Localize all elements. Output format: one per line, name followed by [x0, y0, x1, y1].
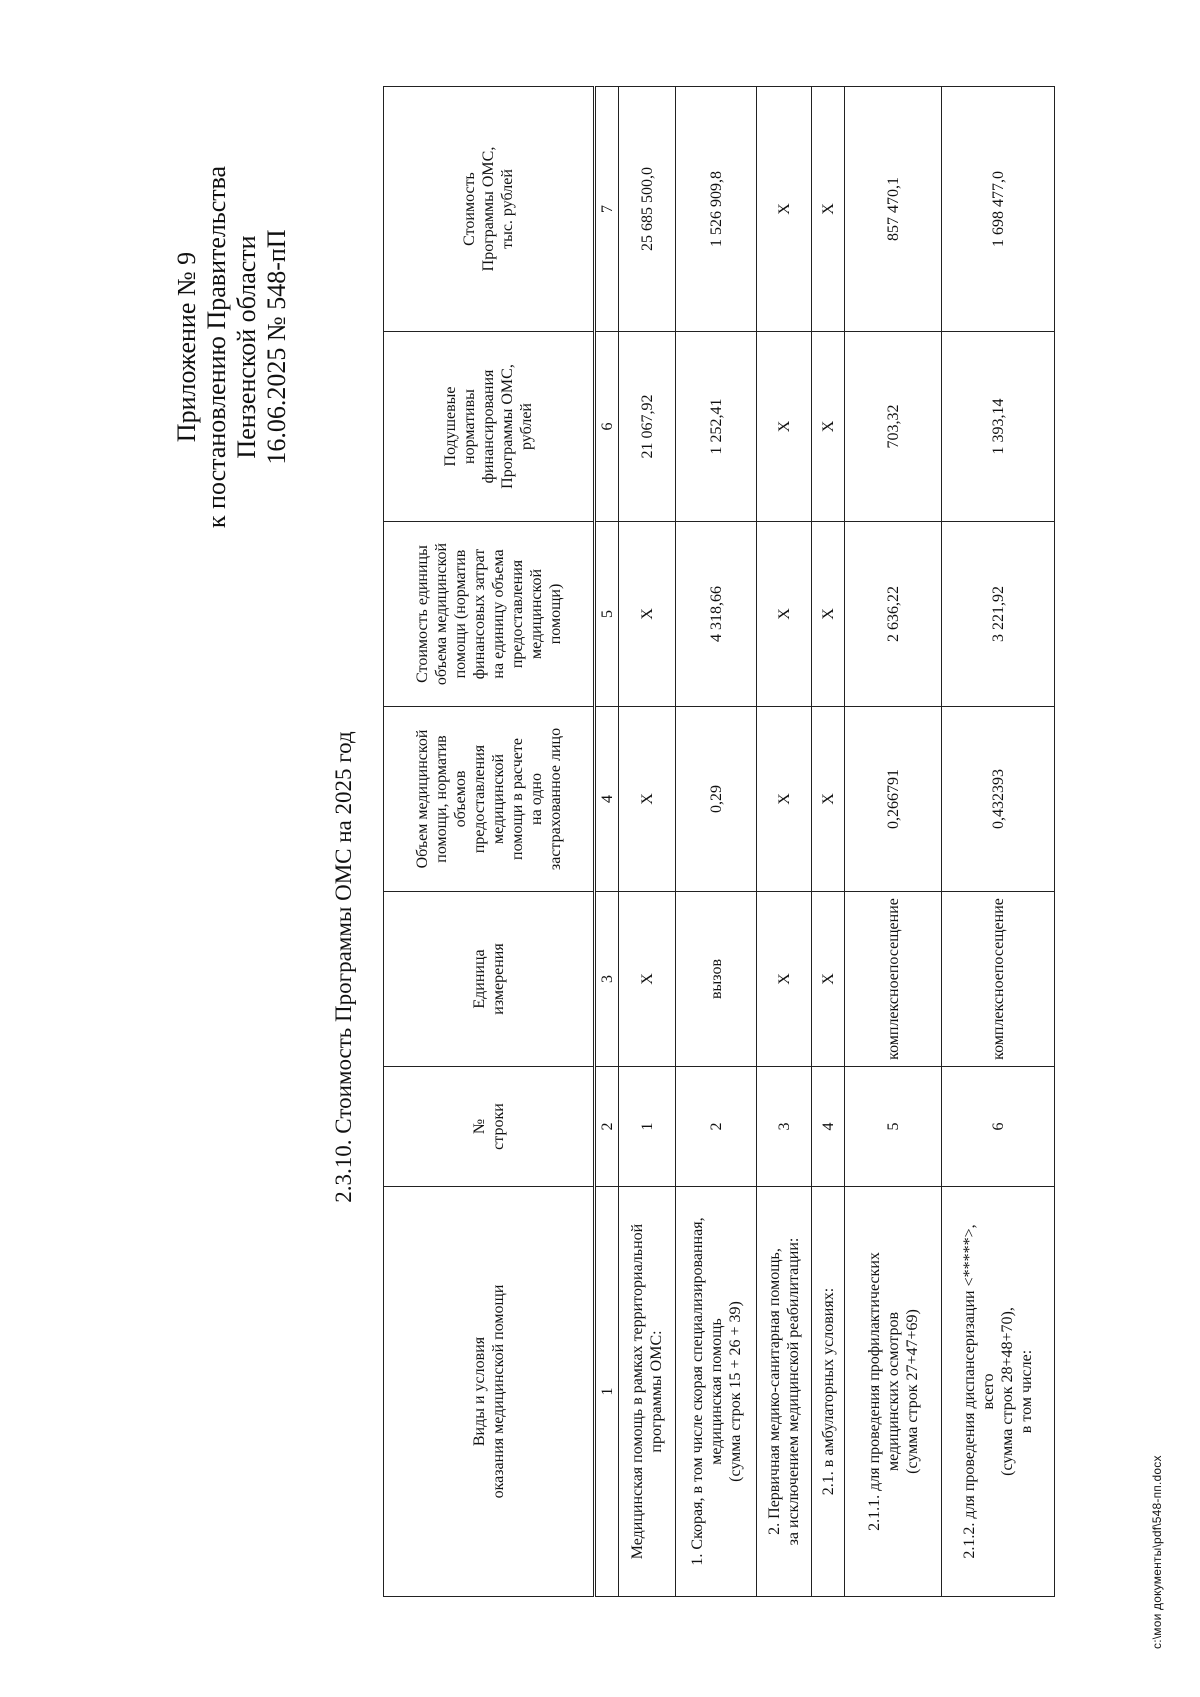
- text-line: Подушевые: [442, 386, 459, 467]
- text-line: медицинских осмотров: [884, 1312, 902, 1471]
- cell-unit: [619, 892, 676, 1067]
- text-line: Программы ОМС,: [480, 146, 497, 272]
- cell-total-cost: 1 526 909,8: [676, 87, 757, 332]
- appendix-date-number: 16.06.2025 № 548-пП: [262, 229, 291, 465]
- cell-unit-cost: 4 318,66: [676, 522, 757, 707]
- column-number: 1: [595, 1187, 619, 1597]
- cell-per-capita: 21 067,92: [619, 332, 676, 522]
- column-number: 6: [595, 332, 619, 522]
- cell-volume: 0,266791: [845, 707, 942, 892]
- text-line: строки: [489, 1103, 507, 1150]
- cell-unit-cost: 2 636,22: [845, 522, 942, 707]
- cell-unit-cost: Х: [619, 522, 676, 707]
- text-line: в том числе:: [1018, 1349, 1035, 1434]
- appendix-decree: к постановлению Правительства: [202, 165, 231, 529]
- cell-line-number: 1: [619, 1067, 676, 1187]
- table-row: [676, 87, 757, 1597]
- text-line: (сумма строк 15 + 26 + 39): [726, 1301, 744, 1482]
- text-line: посещение: [989, 898, 1007, 974]
- text-line: Х: [819, 973, 837, 985]
- header-unit-cost: [384, 522, 595, 707]
- text-line: медицинская помощь: [707, 1318, 725, 1465]
- header-kind: [384, 1187, 595, 1597]
- cell-per-capita: 1 393,14: [942, 332, 1055, 522]
- text-line: помощи): [546, 583, 564, 645]
- cell-unit: [676, 892, 757, 1067]
- cell-line-number: 6: [942, 1067, 1055, 1187]
- cell-line-number: 5: [845, 1067, 942, 1187]
- text-line: Программы ОМС,: [499, 364, 516, 489]
- cell-line-number: 2: [676, 1067, 757, 1187]
- table-header-row: [384, 87, 595, 1597]
- text-line: 2.1. в амбулаторных условиях:: [819, 1287, 837, 1496]
- cell-unit: [757, 892, 812, 1067]
- text-line: Стоимость единицы: [413, 545, 431, 683]
- text-line: (сумма строк 28+48+70),: [999, 1307, 1016, 1476]
- text-line: Х: [638, 973, 656, 985]
- appendix-region: Пензенской области: [232, 235, 261, 459]
- text-line: помощи в расчете: [508, 738, 526, 860]
- text-line: за исключением медицинской реабилитации:: [785, 1237, 802, 1546]
- text-line: финансовых затрат: [470, 548, 488, 680]
- cell-per-capita: 1 252,41: [676, 332, 757, 522]
- text-line: на одно: [527, 773, 545, 825]
- text-line: №: [470, 1118, 488, 1135]
- table-row: [942, 87, 1055, 1597]
- text-line: 2.1.2. для проведения диспансеризации <*****>,: [961, 1224, 978, 1559]
- text-line: помощи (норматив: [451, 549, 469, 679]
- text-line: программы ОМС:: [648, 1330, 665, 1453]
- table-title: 2.3.10. Стоимость Программы ОМС на 2025 год: [331, 731, 356, 1203]
- table-body: [595, 87, 1055, 1597]
- text-line: застрахованное лицо: [546, 727, 564, 871]
- text-line: на единицу объема: [489, 549, 507, 679]
- appendix-header: [172, 0, 292, 697]
- text-line: медицинской: [489, 753, 507, 845]
- cost-table: [383, 86, 1055, 1597]
- cell-total-cost: Х: [757, 87, 812, 332]
- cell-kind: [812, 1187, 845, 1597]
- text-line: Объем медицинской: [413, 729, 431, 869]
- cell-total-cost: 857 470,1: [845, 87, 942, 332]
- header-per-capita: [384, 332, 595, 522]
- text-line: нормативы: [461, 389, 478, 464]
- cell-volume: 0,432393: [942, 707, 1055, 892]
- text-line: финансирования: [480, 369, 497, 484]
- cell-volume: 0,29: [676, 707, 757, 892]
- text-line: Единица: [470, 949, 488, 1009]
- cell-total-cost: Х: [812, 87, 845, 332]
- header-volume: [384, 707, 595, 892]
- table-row: [845, 87, 942, 1597]
- column-number: 2: [595, 1067, 619, 1187]
- text-line: объема медицинской: [432, 542, 450, 686]
- text-line: Виды и условия: [470, 1336, 488, 1447]
- cell-volume: Х: [757, 707, 812, 892]
- file-path-footer: c:\мои документы\pdf\548-пп.docx: [1150, 1455, 1164, 1649]
- cell-unit: [942, 892, 1055, 1067]
- column-number: 7: [595, 87, 619, 332]
- cell-line-number: 4: [812, 1067, 845, 1187]
- cell-kind: [757, 1187, 812, 1597]
- text-line: объемов: [451, 770, 469, 828]
- text-line: оказания медицинской помощи: [489, 1284, 507, 1499]
- text-line: посещение: [884, 898, 902, 974]
- cell-unit: [812, 892, 845, 1067]
- column-number-row: [595, 87, 619, 1597]
- cell-unit-cost: Х: [812, 522, 845, 707]
- cell-line-number: 3: [757, 1067, 812, 1187]
- table-row: [757, 87, 812, 1597]
- header-total-cost: [384, 87, 595, 332]
- cell-unit: [845, 892, 942, 1067]
- text-line: предоставления: [470, 744, 488, 854]
- table-row: [812, 87, 845, 1597]
- cell-kind: [619, 1187, 676, 1597]
- cell-unit-cost: 3 221,92: [942, 522, 1055, 707]
- cell-kind: [676, 1187, 757, 1597]
- cell-unit-cost: Х: [757, 522, 812, 707]
- cell-kind: [942, 1187, 1055, 1597]
- cell-volume: Х: [812, 707, 845, 892]
- text-line: Стоимость: [461, 172, 478, 246]
- text-line: рублей: [518, 403, 535, 450]
- column-number: 5: [595, 522, 619, 707]
- cell-per-capita: Х: [757, 332, 812, 522]
- text-line: Медицинская помощь в рамках территориальной: [629, 1223, 646, 1560]
- text-line: комплексное: [989, 973, 1007, 1060]
- text-line: предоставления: [508, 559, 526, 669]
- text-line: медицинской: [527, 568, 545, 660]
- column-number: 4: [595, 707, 619, 892]
- appendix-number: Приложение № 9: [172, 251, 201, 443]
- cell-total-cost: 1 698 477,0: [942, 87, 1055, 332]
- text-line: измерения: [489, 943, 507, 1015]
- text-line: тыс. рублей: [499, 169, 516, 249]
- text-line: вызов: [707, 958, 725, 1000]
- text-line: помощи, норматив: [432, 735, 450, 863]
- column-number: 3: [595, 892, 619, 1067]
- table-row: [619, 87, 676, 1597]
- text-line: Х: [775, 973, 793, 985]
- header-line-number: [384, 1067, 595, 1187]
- cell-per-capita: 703,32: [845, 332, 942, 522]
- cell-kind: [845, 1187, 942, 1597]
- header-unit: [384, 892, 595, 1067]
- cell-per-capita: Х: [812, 332, 845, 522]
- text-line: (сумма строк 27+47+69): [903, 1309, 921, 1474]
- text-line: всего: [980, 1373, 997, 1410]
- text-line: 2. Первичная медико-санитарная помощь,: [766, 1248, 783, 1535]
- text-line: 2.1.1. для проведения профилактических: [865, 1252, 883, 1531]
- text-line: 1. Скорая, в том числе скорая специализированная,: [688, 1217, 706, 1566]
- cell-volume: Х: [619, 707, 676, 892]
- text-line: комплексное: [884, 973, 902, 1060]
- cell-total-cost: 25 685 500,0: [619, 87, 676, 332]
